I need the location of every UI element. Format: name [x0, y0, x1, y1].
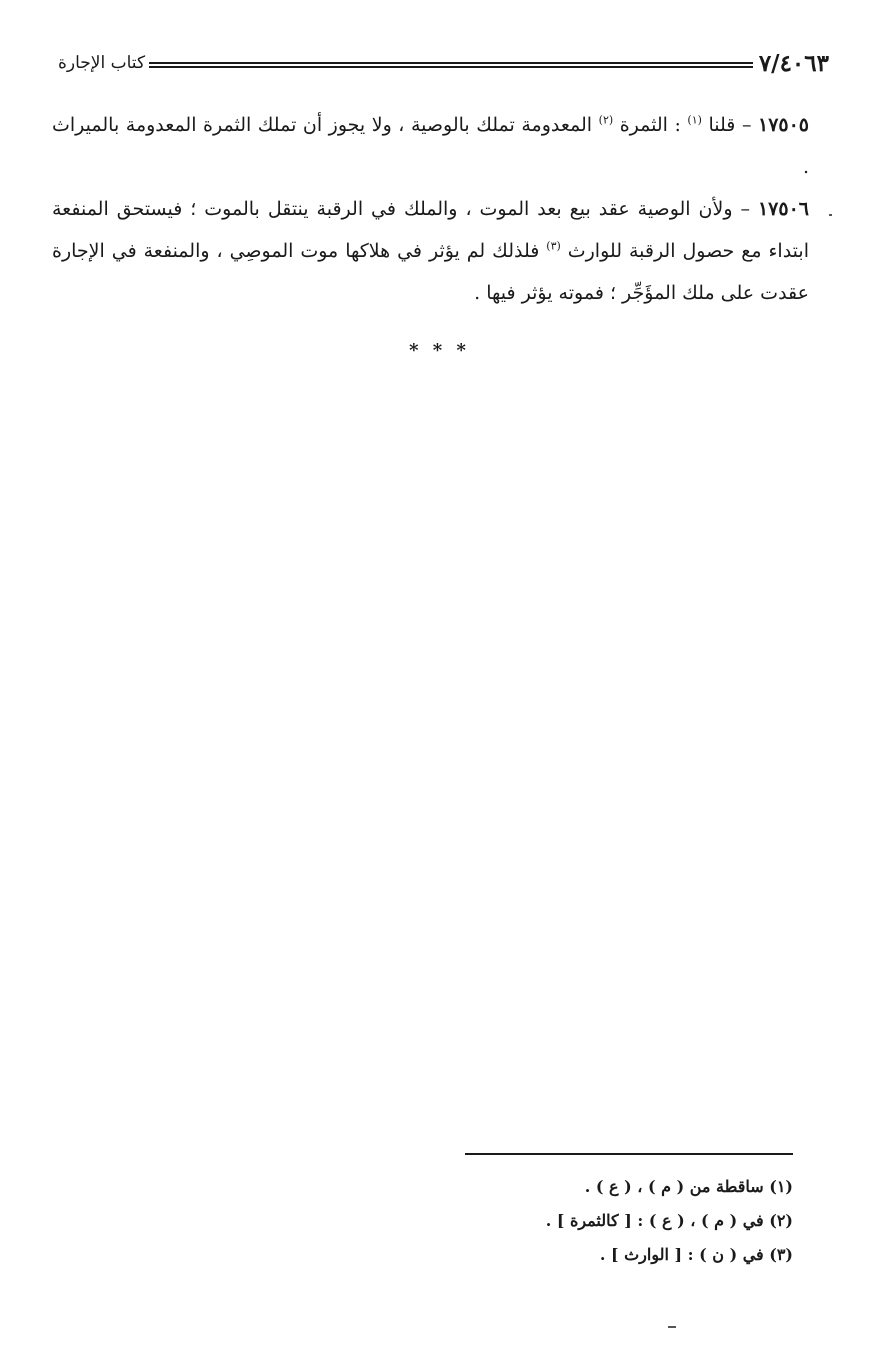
paragraph-text: فلذلك لم يؤثر في هلاكها موت الموصِي ، والمنفعة في الإجارة عقدت على ملك المؤَجِّر ؛ فموته يؤثر فيها .	[52, 240, 809, 304]
footnote-3: (٣) في ( ن ) : [ الوارث ] .	[599, 1245, 793, 1264]
paragraph-17505	[52, 104, 809, 188]
paragraph-text: قلنا	[708, 114, 736, 136]
paragraph-17506	[52, 188, 809, 314]
footnote-rule	[465, 1153, 793, 1155]
paragraph-number: ١٧٥٠٥	[757, 114, 810, 136]
footnote-ref[interactable]: (١)	[687, 113, 702, 127]
footnote-ref[interactable]: (٢)	[598, 113, 614, 127]
footnote-2: (٢) في ( م ) ، ( ع ) : [ كالثمرة ] .	[545, 1211, 793, 1230]
footnotes	[300, 1170, 793, 1272]
footnote-1: (١) ساقطة من ( م ) ، ( ع ) .	[584, 1177, 793, 1196]
scan-speck	[829, 214, 832, 216]
paragraph-number: ١٧٥٠٦	[757, 198, 809, 220]
page-number: ٧/٤٠٦٣	[758, 49, 829, 77]
scan-speck	[668, 1326, 676, 1328]
body-text	[52, 104, 809, 314]
paragraph-text: ولأن الوصية عقد بيع بعد الموت ، والملك في الرقبة ينتقل بالموت ؛ فيستحق المنفعة ابتداء مع حصول الرقبة للوارث	[52, 198, 809, 262]
page-header	[58, 48, 829, 78]
dash: –	[740, 198, 750, 220]
footnote-ref[interactable]: (٣)	[546, 239, 561, 253]
book-title: كتاب الإجارة	[58, 53, 146, 73]
paragraph-text: المعدومة تملك بالوصية ، ولا يجوز أن تملك الثمرة المعدومة بالميراث .	[52, 114, 809, 178]
section-separator: * * *	[409, 340, 470, 361]
paragraph-text: : الثمرة	[619, 114, 681, 136]
header-double-rule	[149, 62, 753, 68]
dash: –	[741, 114, 752, 136]
